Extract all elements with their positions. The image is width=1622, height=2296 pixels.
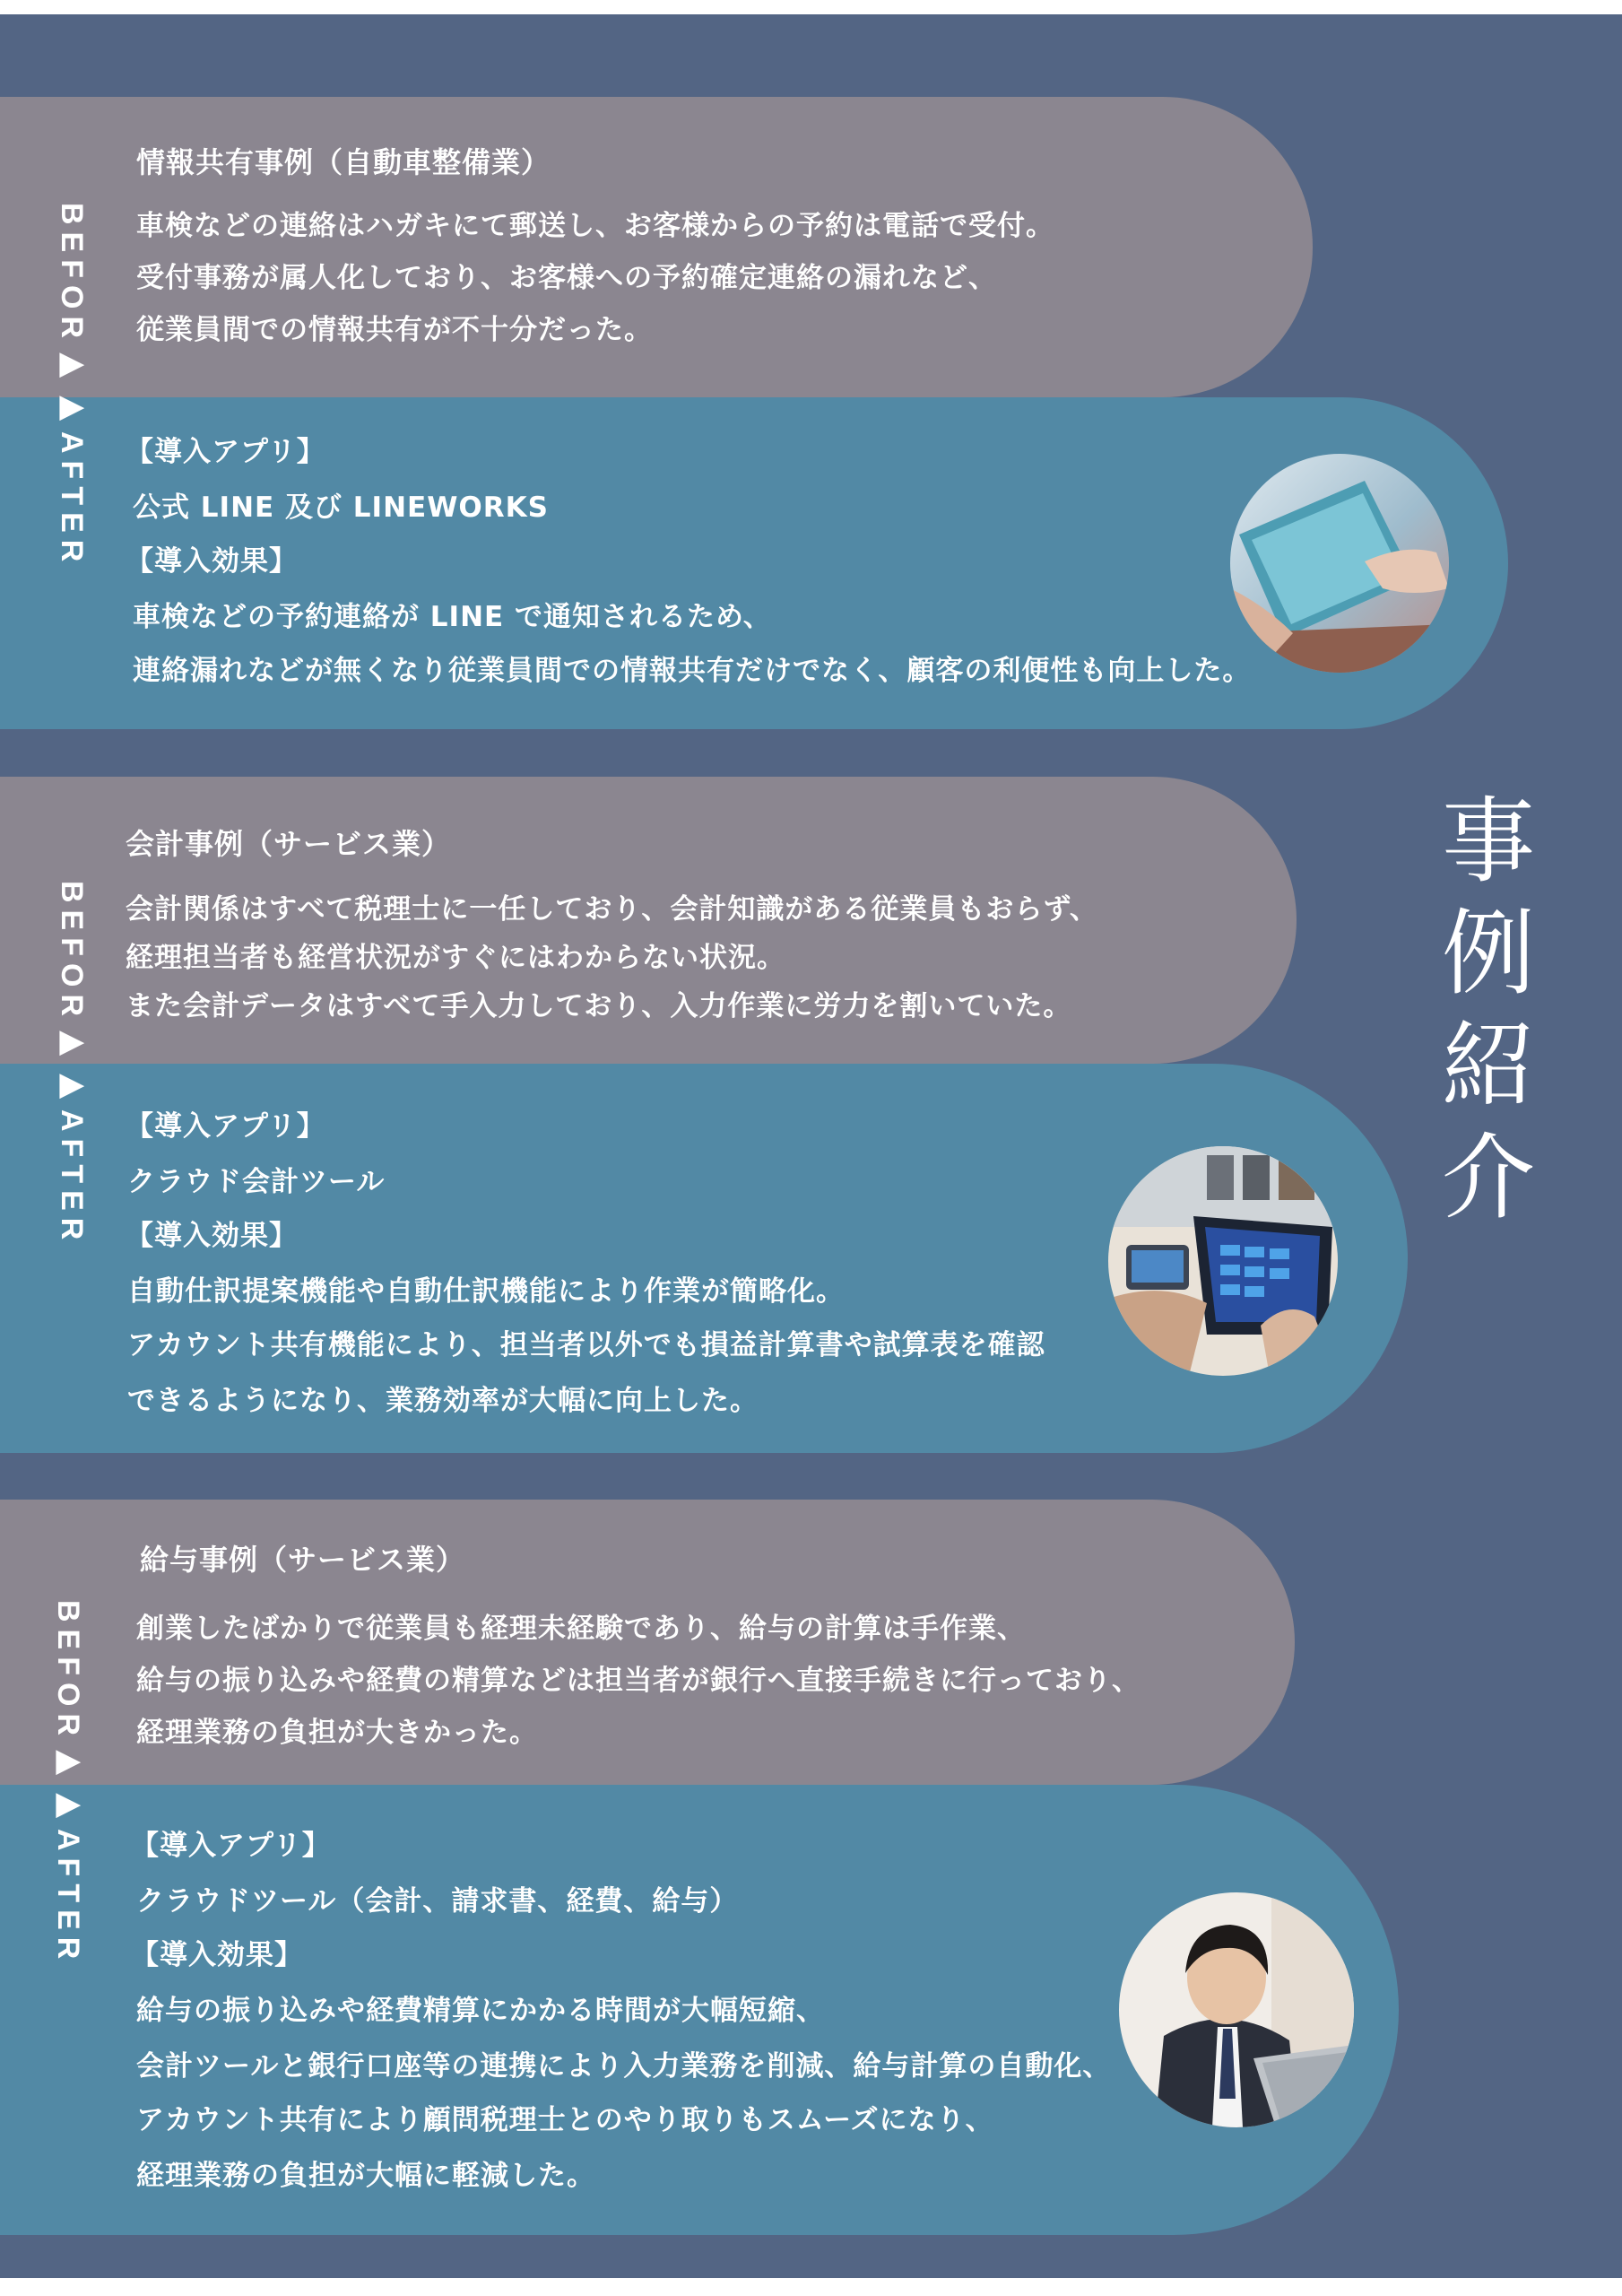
case1-side-label	[54, 203, 90, 569]
case2-side-label	[54, 881, 90, 1247]
case3-effect-line: アカウント共有により顧問税理士とのやり取りもスムーズになり、	[136, 2104, 994, 2136]
case1-effect-line: 連絡漏れなどが無くなり従業員間での情報共有だけでなく、顧客の利便性も向上した。	[133, 655, 1252, 687]
case3-effect-line: 給与の振り込みや経費精算にかかる時間が大幅短縮、	[136, 1995, 825, 2027]
case2-app-name: クラウド会計ツール	[127, 1166, 386, 1198]
case1-heading: 情報共有事例（自動車整備業）	[136, 145, 551, 179]
case1-effect-heading: 【導入効果】	[126, 545, 298, 578]
case1-app-name: 公式 LINE 及び LINEWORKS	[133, 491, 549, 524]
case2-app-heading: 【導入アプリ】	[126, 1110, 325, 1143]
case2-effect-line: できるようになり、業務効率が大幅に向上した。	[127, 1385, 759, 1417]
case2-effect-heading: 【導入効果】	[126, 1220, 298, 1252]
case2-effect-line: アカウント共有機能により、担当者以外でも損益計算書や試算表を確認	[127, 1329, 1045, 1361]
case2-heading: 会計事例（サービス業）	[126, 827, 452, 861]
arrow-icon: ▶▶	[55, 1023, 89, 1109]
page-title-char: 紹	[1441, 1011, 1535, 1120]
case2-before-line: また会計データはすべて手入力しており、入力作業に労力を割いていた。	[126, 990, 1072, 1022]
page-title	[1435, 786, 1542, 1234]
page-title-char: 例	[1441, 899, 1535, 1008]
after-label: AFTER	[51, 1829, 85, 1967]
smartphone-photo-icon	[1230, 454, 1449, 673]
after-label: AFTER	[55, 431, 89, 570]
case3-app-heading: 【導入アプリ】	[131, 1830, 331, 1862]
case3-before-line: 創業したばかりで従業員も経理未経験であり、給与の計算は手作業、	[136, 1613, 1026, 1645]
after-label: AFTER	[55, 1109, 89, 1248]
case3-app-name: クラウドツール（会計、請求書、経費、給与）	[136, 1885, 739, 1918]
case2-before-line: 経理担当者も経営状況がすぐにはわからない状況。	[126, 942, 785, 974]
case1-app-heading: 【導入アプリ】	[126, 436, 325, 468]
before-label: BEFOR	[51, 1600, 85, 1743]
case3-effect-line: 会計ツールと銀行口座等の連携により入力業務を削減、給与計算の自動化、	[136, 2050, 1112, 2083]
case3-before-line: 給与の振り込みや経費の精算などは担当者が銀行へ直接手続きに行っており、	[136, 1665, 1141, 1697]
case1-before-line: 受付事務が属人化しており、お客様への予約確定連絡の漏れなど、	[136, 262, 997, 294]
businessman-laptop-photo-icon	[1119, 1892, 1354, 2127]
arrow-icon: ▶▶	[55, 345, 89, 431]
case3-effect-line: 経理業務の負担が大幅に軽減した。	[136, 2160, 595, 2192]
before-label: BEFOR	[55, 881, 89, 1023]
case3-heading: 給与事例（サービス業）	[140, 1543, 466, 1577]
arrow-icon: ▶▶	[51, 1743, 85, 1829]
pos-terminal-photo-icon	[1108, 1146, 1338, 1376]
case2-effect-line: 自動仕訳提案機能や自動仕訳機能により作業が簡略化。	[127, 1275, 845, 1308]
case3-effect-heading: 【導入効果】	[131, 1939, 303, 1971]
case1-effect-line: 車検などの予約連絡が LINE で通知されるため、	[133, 601, 772, 633]
page-title-char: 介	[1441, 1123, 1535, 1232]
page-background	[0, 14, 1622, 2278]
page-title-char: 事	[1441, 787, 1535, 896]
case2-before-line: 会計関係はすべて税理士に一任しており、会計知識がある従業員もおらず、	[126, 893, 1098, 926]
case1-before-line: 従業員間での情報共有が不十分だった。	[136, 314, 653, 346]
case3-before-line: 経理業務の負担が大きかった。	[136, 1717, 538, 1749]
before-label: BEFOR	[55, 203, 89, 345]
case3-side-label	[50, 1600, 86, 1966]
case1-before-line: 車検などの連絡はハガキにて郵送し、お客様からの予約は電話で受付。	[136, 210, 1054, 242]
